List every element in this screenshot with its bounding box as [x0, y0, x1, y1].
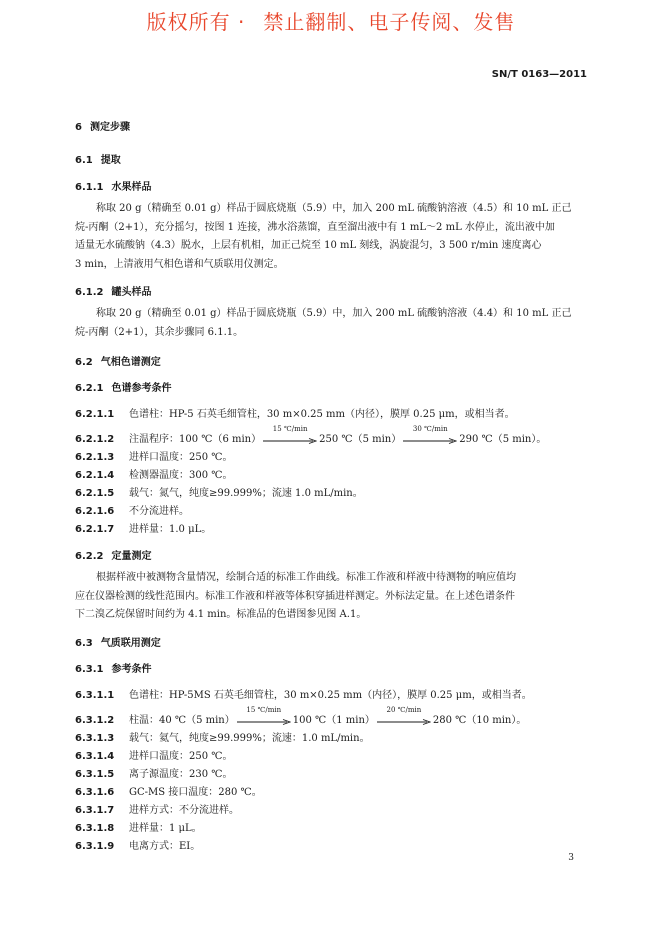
item-number: 6.3.1.6 [75, 787, 115, 798]
heading-6-2-1 [75, 379, 171, 394]
heading-title: 气相色谱测定 [100, 357, 161, 368]
ramp-rate: 15 ℃/min [246, 705, 282, 714]
item-number: 6.3.1.2 [75, 715, 115, 726]
item-number: 6.2.1.7 [75, 524, 115, 535]
item-6-2-1-1 [75, 405, 515, 420]
item-number: 6.3.1.8 [75, 823, 115, 834]
item-text-a: 注温程序：100 ℃（6 min） [129, 434, 262, 445]
item-6-2-1-3 [75, 448, 232, 463]
item-number: 6.3.1.4 [75, 751, 115, 762]
text-line: 适量无水硫酸钠（4.3）脱水，上层有机相，加正己烷至 10 mL 刻线，涡旋混匀，3 500 r/min 速度离心 [75, 240, 542, 251]
ramp-rate: 30 ℃/min [412, 424, 448, 433]
item-6-3-1-8 [75, 819, 202, 834]
item-text-c: 290 ℃（5 min）。 [459, 434, 547, 445]
page-number: 3 [568, 853, 574, 863]
ramp-arrow [377, 705, 431, 727]
item-text: 进样口温度：250 ℃。 [129, 751, 233, 762]
paragraph-6-2-2 [75, 569, 587, 625]
paragraph-6-1-1 [75, 200, 587, 274]
item-number: 6.2.1.3 [75, 452, 115, 463]
heading-number: 6.3 [75, 638, 93, 649]
heading-title: 定量测定 [111, 551, 152, 562]
item-text: 不分流进样。 [129, 506, 189, 517]
heading-6-1-1 [75, 178, 151, 193]
item-text: GC-MS 接口温度：280 ℃。 [129, 787, 262, 798]
item-text-b: 100 ℃（1 min） [292, 715, 375, 726]
heading-number: 6.2.1 [75, 383, 104, 394]
heading-6-2 [75, 353, 161, 368]
item-number: 6.3.1.3 [75, 733, 115, 744]
item-text: 进样量：1 μL。 [129, 823, 202, 834]
item-6-3-1-7 [75, 801, 239, 816]
item-text: 色谱柱：HP-5 石英毛细管柱，30 m×0.25 mm（内径），膜厚 0.25 μm，或相当者。 [129, 409, 515, 420]
heading-number: 6 [75, 122, 82, 133]
heading-title: 提取 [100, 155, 121, 166]
item-text-b: 250 ℃（5 min） [319, 434, 402, 445]
text-line: 烷-丙酮（2+1），其余步骤同 6.1.1。 [75, 326, 244, 338]
item-text: 载气：氦气，纯度≥99.999%；流速：1.0 mL/min。 [129, 733, 370, 744]
item-number: 6.2.1.4 [75, 470, 115, 481]
item-6-2-1-5 [75, 484, 363, 499]
item-6-3-1-1 [75, 686, 532, 701]
heading-number: 6.2.2 [75, 551, 104, 562]
heading-6-2-2 [75, 547, 151, 562]
banner-left: 版权所有 · [146, 10, 246, 34]
copyright-banner [0, 6, 662, 35]
item-text-a: 柱温：40 ℃（5 min） [129, 715, 235, 726]
item-6-3-1-6 [75, 783, 262, 798]
item-6-3-1-9 [75, 837, 200, 852]
text-line: 下二溴乙烷保留时间约为 4.1 min。标准品的色谱图参见图 A.1。 [75, 609, 367, 620]
heading-title: 色谱参考条件 [111, 383, 172, 394]
ramp-rate: 15 ℃/min [272, 424, 308, 433]
item-6-3-1-4 [75, 747, 232, 762]
arrow-icon [403, 438, 457, 444]
item-text: 检测器温度：300 ℃。 [129, 470, 233, 481]
item-number: 6.2.1.1 [75, 409, 115, 420]
ramp-arrow [237, 705, 291, 727]
item-text: 进样口温度：250 ℃。 [129, 452, 233, 463]
text-line: 称取 20 g（精确至 0.01 g）样品于圆底烧瓶（5.9）中，加入 200 mL 硫酸钠溶液（4.5）和 10 mL 正己 [96, 203, 572, 214]
item-text: 载气：氮气，纯度≥99.999%；流速 1.0 mL/min。 [129, 488, 363, 499]
item-number: 6.3.1.5 [75, 769, 115, 780]
arrow-icon [377, 719, 431, 725]
heading-6-1 [75, 151, 121, 166]
item-text: 电离方式：EI。 [129, 841, 201, 852]
item-number: 6.2.1.6 [75, 506, 115, 517]
item-6-2-1-6 [75, 502, 189, 517]
item-text: 离子源温度：230 ℃。 [129, 769, 233, 780]
ramp-arrow [263, 424, 317, 446]
item-number: 6.3.1.7 [75, 805, 115, 816]
item-text: 进样量：1.0 μL。 [129, 524, 212, 535]
item-number: 6.2.1.5 [75, 488, 115, 499]
heading-number: 6.1 [75, 155, 93, 166]
item-text: 进样方式：不分流进样。 [129, 805, 239, 816]
item-6-2-1-2 [75, 424, 547, 446]
heading-6-3 [75, 634, 161, 649]
item-6-3-1-2 [75, 705, 527, 727]
item-number: 6.2.1.2 [75, 434, 115, 445]
heading-title: 气质联用测定 [100, 638, 161, 649]
text-line: 应在仪器检测的线性范围内。标准工作液和样液等体积穿插进样测定。外标法定量。在上述色谱条件 [75, 590, 515, 602]
arrow-icon [237, 719, 291, 725]
standard-number: SN/T 0163—2011 [491, 69, 587, 80]
heading-title: 测定步骤 [89, 122, 130, 133]
heading-title: 参考条件 [111, 664, 152, 675]
item-6-3-1-3 [75, 729, 370, 744]
text-line: 称取 20 g（精确至 0.01 g）样品于圆底烧瓶（5.9）中，加入 200 mL 硫酸钠溶液（4.4）和 10 mL 正己 [96, 308, 572, 319]
paragraph-6-1-2 [75, 305, 587, 342]
item-number: 6.3.1.1 [75, 690, 115, 701]
heading-number: 6.2 [75, 357, 93, 368]
heading-6-1-2 [75, 283, 151, 298]
item-6-2-1-7 [75, 520, 211, 535]
ramp-arrow [403, 424, 457, 446]
heading-number: 6.1.2 [75, 287, 104, 298]
heading-number: 6.1.1 [75, 182, 104, 193]
heading-6 [75, 118, 130, 133]
heading-title: 罐头样品 [111, 287, 152, 298]
ramp-rate: 20 ℃/min [386, 705, 422, 714]
item-6-2-1-4 [75, 466, 232, 481]
banner-right: 禁止翻制、电子传阅、发售 [263, 10, 516, 34]
text-line: 烷-丙酮（2+1），充分摇匀，按图 1 连接，沸水浴蒸馏，直至溜出液中有 1 mL～2 mL 水停止，流出液中加 [75, 221, 555, 233]
item-6-3-1-5 [75, 765, 232, 780]
heading-number: 6.3.1 [75, 664, 104, 675]
heading-title: 水果样品 [111, 182, 152, 193]
text-line: 根据样液中被测物含量情况，绘制合适的标准工作曲线。标准工作液和样液中待测物的响应值均 [96, 572, 516, 583]
item-text-c: 280 ℃（10 min）。 [432, 715, 527, 726]
item-text: 色谱柱：HP-5MS 石英毛细管柱，30 m×0.25 mm（内径），膜厚 0.25 μm，或相当者。 [129, 690, 532, 701]
text-line: 3 min，上清液用气相色谱和气质联用仪测定。 [75, 258, 284, 270]
arrow-icon [263, 438, 317, 444]
item-number: 6.3.1.9 [75, 841, 115, 852]
heading-6-3-1 [75, 660, 151, 675]
